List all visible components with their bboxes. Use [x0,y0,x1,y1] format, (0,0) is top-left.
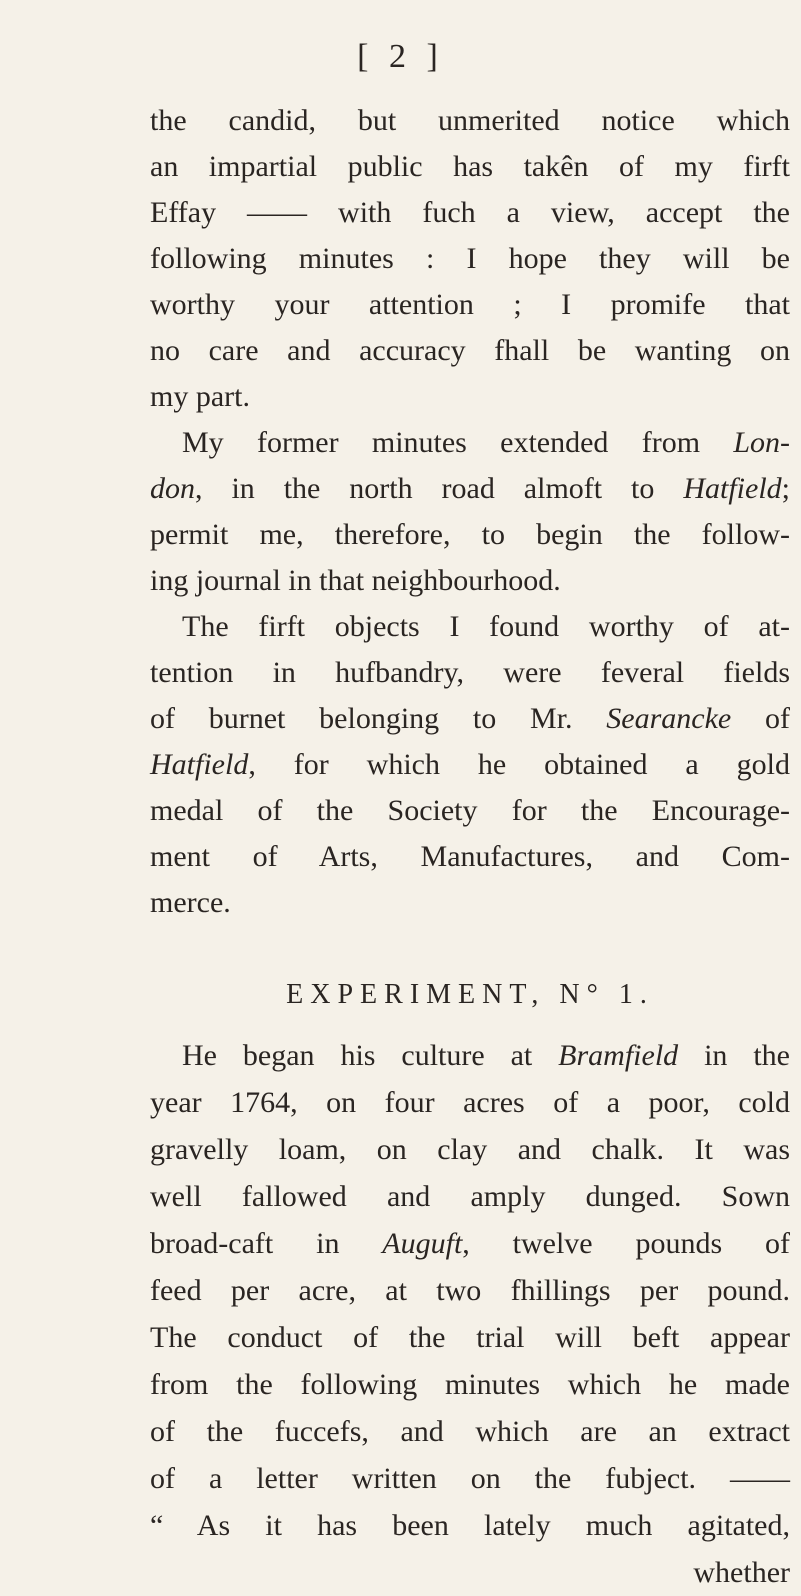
paragraph-4 [150,1032,790,1596]
text-run: He began his culture at [182,1039,559,1072]
text-line: The firft objects I found worthy of at- [182,610,790,643]
text-line: feed per acre, at two fhillings per pound. [150,1274,790,1307]
text-line [150,466,790,512]
place-name-bramfield: Bramfield [558,1039,679,1072]
text-line: year 1764, on four acres of a poor, cold [150,1086,790,1119]
text-run: , for which he obtained a gold [248,748,790,781]
place-name-hatfield: Hatfield [683,472,782,505]
text-run: , twelve pounds of [462,1227,790,1260]
place-name-hatfield: Hatfield [150,748,249,781]
place-name-london: don [150,472,195,505]
section-heading: EXPERIMENT, N° 1. [286,979,654,1010]
text-line: no care and accuracy fhall be wanting on [150,334,790,367]
text-line: ing journal in that neighbourhood. [150,564,561,597]
text-line [150,696,790,742]
text-line: the candid, but unmerited notice which [150,104,790,137]
text-line [150,1220,790,1267]
text-run: of [731,702,790,735]
text-line: merce. [150,886,231,919]
text-line: well fallowed and amply dunged. Sown [150,1180,790,1213]
text-line: an impartial public has takên of my firft [150,150,790,183]
text-run: broad-caft in [150,1227,383,1260]
text-line [150,742,790,788]
text-line: worthy your attention ; I promife that [150,288,790,321]
text-line [150,420,790,466]
person-name: Searancke [606,702,732,735]
text-line [150,1032,790,1079]
text-line: The conduct of the trial will beft appear [150,1321,790,1354]
text-run: My former minutes extended from [182,426,734,459]
text-line: of the fuccefs, and which are an extract [150,1415,790,1448]
text-line: following minutes : I hope they will be [150,242,790,275]
paragraph-1 [150,98,790,420]
text-line: tention in hufbandry, were feveral fields [150,656,790,689]
text-run: in the [678,1039,790,1072]
paragraph-2 [150,420,790,604]
month-name: Auguft [382,1227,463,1260]
text-line: ment of Arts, Manufactures, and Com- [150,840,790,873]
text-run: of burnet belonging to Mr. [150,702,607,735]
text-line: “ As it has been lately much agitated, [150,1509,790,1542]
paragraph-3 [150,604,790,926]
text-line: from the following minutes which he made [150,1368,790,1401]
text-line: my part. [150,380,250,413]
place-name-london: Lon- [733,426,790,459]
text-line: Effay —— with fuch a view, accept the [150,196,790,229]
text-line: of a letter written on the fubject. —— [150,1462,790,1495]
text-line: permit me, therefore, to begin the follow- [150,518,790,551]
text-run: , in the north road almoft to [195,472,684,505]
catchword: whether [693,1556,790,1589]
body-text [150,98,790,1596]
page-number: [ 2 ] [357,38,444,75]
text-line: medal of the Society for the Encourage- [150,794,790,827]
text-line: gravelly loam, on clay and chalk. It was [150,1133,790,1166]
text-run: ; [781,472,790,505]
